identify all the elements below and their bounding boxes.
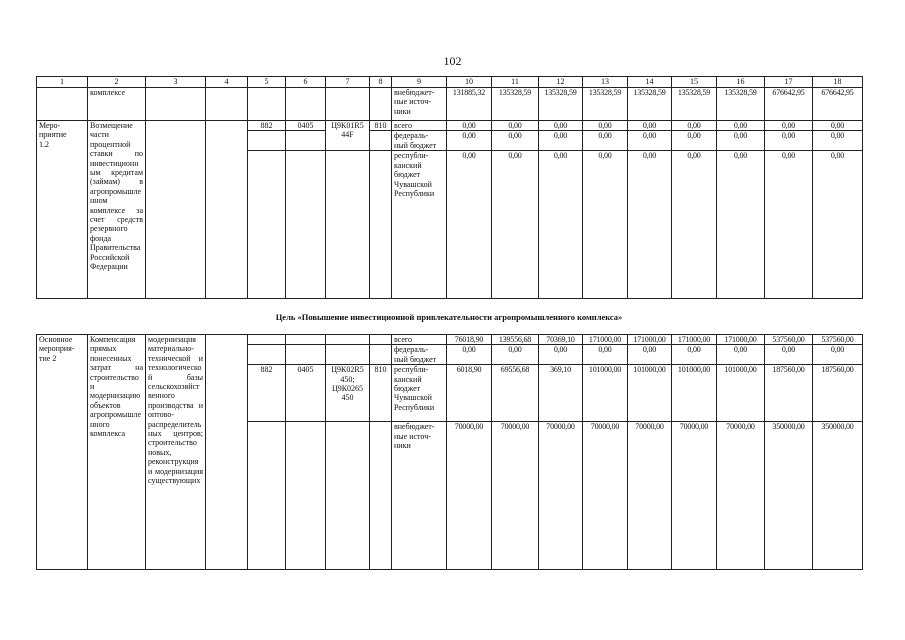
value-cell: 0,00 xyxy=(813,345,863,365)
value-cell: 135328,59 xyxy=(672,88,717,121)
column-number-row xyxy=(37,77,863,88)
value-cell: 0,00 xyxy=(717,345,765,365)
value-cell: 0,00 xyxy=(583,345,628,365)
value-cell: 171000,00 xyxy=(628,335,672,345)
value-cell: 369,10 xyxy=(539,365,583,422)
value-cell: 0,00 xyxy=(672,131,717,151)
value-cell: 0,00 xyxy=(539,121,583,131)
column-number: 14 xyxy=(628,77,672,88)
page-number: 102 xyxy=(443,54,462,68)
funding-source: всего xyxy=(392,335,447,345)
value-cell: 0,00 xyxy=(583,151,628,299)
grbs-code: 882 xyxy=(248,121,286,131)
value-cell: 0,00 xyxy=(717,151,765,299)
column-number: 6 xyxy=(286,77,326,88)
value-cell: 70000,00 xyxy=(492,422,539,570)
value-cell: 0,00 xyxy=(765,121,813,131)
value-cell: 135328,59 xyxy=(583,88,628,121)
measure-description: Возмещение части процентной ставки по инвестиционным кредитам (займам) в агропромышленном комплексе за счет средств резервного фонда Правительства Российской Федерации xyxy=(88,121,146,299)
value-cell: 0,00 xyxy=(447,151,492,299)
value-cell: 187560,00 xyxy=(765,365,813,422)
value-cell: 0,00 xyxy=(492,345,539,365)
column-number: 12 xyxy=(539,77,583,88)
target-article-code: Ц9К02R5 450; Ц9К0265 450 xyxy=(326,365,370,422)
main-measure-row-total xyxy=(37,335,863,345)
column-number: 9 xyxy=(392,77,447,88)
column-number: 8 xyxy=(370,77,392,88)
column-number: 13 xyxy=(583,77,628,88)
value-cell: 101000,00 xyxy=(583,365,628,422)
value-cell: 0,00 xyxy=(583,121,628,131)
goal-heading: Цель «Повышение инвестиционной привлекательности агропромышленного комплекса» xyxy=(275,312,623,322)
value-cell: 0,00 xyxy=(539,151,583,299)
value-cell: 537560,00 xyxy=(813,335,863,345)
column-number: 10 xyxy=(447,77,492,88)
column-number: 15 xyxy=(672,77,717,88)
expense-type-code: 810 xyxy=(370,121,392,131)
section-code: 0405 xyxy=(286,365,326,422)
value-cell: 0,00 xyxy=(672,121,717,131)
value-cell: 101000,00 xyxy=(672,365,717,422)
funding-source: республи- канский бюджет Чувашской Республики xyxy=(392,365,447,422)
value-cell: 0,00 xyxy=(492,131,539,151)
value-cell: 171000,00 xyxy=(583,335,628,345)
value-cell: 0,00 xyxy=(717,121,765,131)
funding-source: федераль- ный бюджет xyxy=(392,345,447,365)
value-cell: 135328,59 xyxy=(628,88,672,121)
value-cell: 70000,00 xyxy=(717,422,765,570)
measure-label: Меро- приятие 1.2 xyxy=(37,121,88,299)
funding-source: всего xyxy=(392,121,447,131)
value-cell: 101000,00 xyxy=(717,365,765,422)
measure-goal-text: модернизация материально-технической и технологической базы сельскохозяйственного производства и оптово-распределительных центров; строительство новых, реконструкция и модернизация существующих xyxy=(146,335,206,570)
column-number: 4 xyxy=(206,77,248,88)
value-cell: 350000,00 xyxy=(765,422,813,570)
value-cell: 0,00 xyxy=(447,121,492,131)
section-code: 0405 xyxy=(286,121,326,131)
value-cell: 0,00 xyxy=(813,121,863,131)
value-cell: 0,00 xyxy=(672,151,717,299)
value-cell: 0,00 xyxy=(447,345,492,365)
measure-label: Основное мероприя- тие 2 xyxy=(37,335,88,570)
value-cell: 0,00 xyxy=(628,345,672,365)
value-cell: 135328,59 xyxy=(717,88,765,121)
value-cell: 0,00 xyxy=(539,131,583,151)
value-cell: 76018,90 xyxy=(447,335,492,345)
budget-table-bottom xyxy=(36,334,863,570)
funding-source: республи- канский бюджет Чувашской Республики xyxy=(392,151,447,299)
column-number: 7 xyxy=(326,77,370,88)
value-cell: 70000,00 xyxy=(672,422,717,570)
value-cell: 0,00 xyxy=(765,131,813,151)
value-cell: 0,00 xyxy=(717,131,765,151)
value-cell: 171000,00 xyxy=(717,335,765,345)
value-cell: 0,00 xyxy=(628,151,672,299)
value-cell: 0,00 xyxy=(539,345,583,365)
value-cell: 0,00 xyxy=(765,151,813,299)
column-number: 18 xyxy=(813,77,863,88)
value-cell: 0,00 xyxy=(765,345,813,365)
funding-source: внебюджет- ные источ- ники xyxy=(392,88,447,121)
value-cell: 70000,00 xyxy=(447,422,492,570)
funding-source: федераль- ный бюджет xyxy=(392,131,447,151)
value-cell: 676642,95 xyxy=(765,88,813,121)
column-number: 2 xyxy=(88,77,146,88)
value-cell: 0,00 xyxy=(628,121,672,131)
value-cell: 70000,00 xyxy=(539,422,583,570)
value-cell: 70369,10 xyxy=(539,335,583,345)
object-text: комплексе xyxy=(88,88,146,121)
value-cell: 101000,00 xyxy=(628,365,672,422)
value-cell: 135328,59 xyxy=(539,88,583,121)
value-cell: 187560,00 xyxy=(813,365,863,422)
value-cell: 70000,00 xyxy=(628,422,672,570)
value-cell: 0,00 xyxy=(492,151,539,299)
value-cell: 676642,95 xyxy=(813,88,863,121)
column-number: 3 xyxy=(146,77,206,88)
funding-source: внебюджет- ные источ- ники xyxy=(392,422,447,570)
target-article-code: Ц9К01R5 44F xyxy=(326,121,370,151)
column-number: 11 xyxy=(492,77,539,88)
column-number: 17 xyxy=(765,77,813,88)
value-cell: 0,00 xyxy=(492,121,539,131)
column-number: 5 xyxy=(248,77,286,88)
budget-table-top xyxy=(36,76,863,299)
value-cell: 0,00 xyxy=(583,131,628,151)
value-cell: 135328,59 xyxy=(492,88,539,121)
grbs-code: 882 xyxy=(248,365,286,422)
continuation-row xyxy=(37,88,863,121)
value-cell: 0,00 xyxy=(672,345,717,365)
value-cell: 6018,90 xyxy=(447,365,492,422)
value-cell: 139556,68 xyxy=(492,335,539,345)
value-cell: 350000,00 xyxy=(813,422,863,570)
measure-description: Компенсация прямых понесенных затрат на строительство и модернизацию объектов агропромышленного комплекса xyxy=(88,335,146,570)
value-cell: 0,00 xyxy=(813,131,863,151)
value-cell: 70000,00 xyxy=(583,422,628,570)
expense-type-code: 810 xyxy=(370,365,392,422)
value-cell: 0,00 xyxy=(447,131,492,151)
column-number: 1 xyxy=(37,77,88,88)
measure-row-total xyxy=(37,121,863,131)
value-cell: 69556,68 xyxy=(492,365,539,422)
value-cell: 0,00 xyxy=(813,151,863,299)
value-cell: 537560,00 xyxy=(765,335,813,345)
value-cell: 131885,32 xyxy=(447,88,492,121)
value-cell: 171000,00 xyxy=(672,335,717,345)
column-number: 16 xyxy=(717,77,765,88)
value-cell: 0,00 xyxy=(628,131,672,151)
